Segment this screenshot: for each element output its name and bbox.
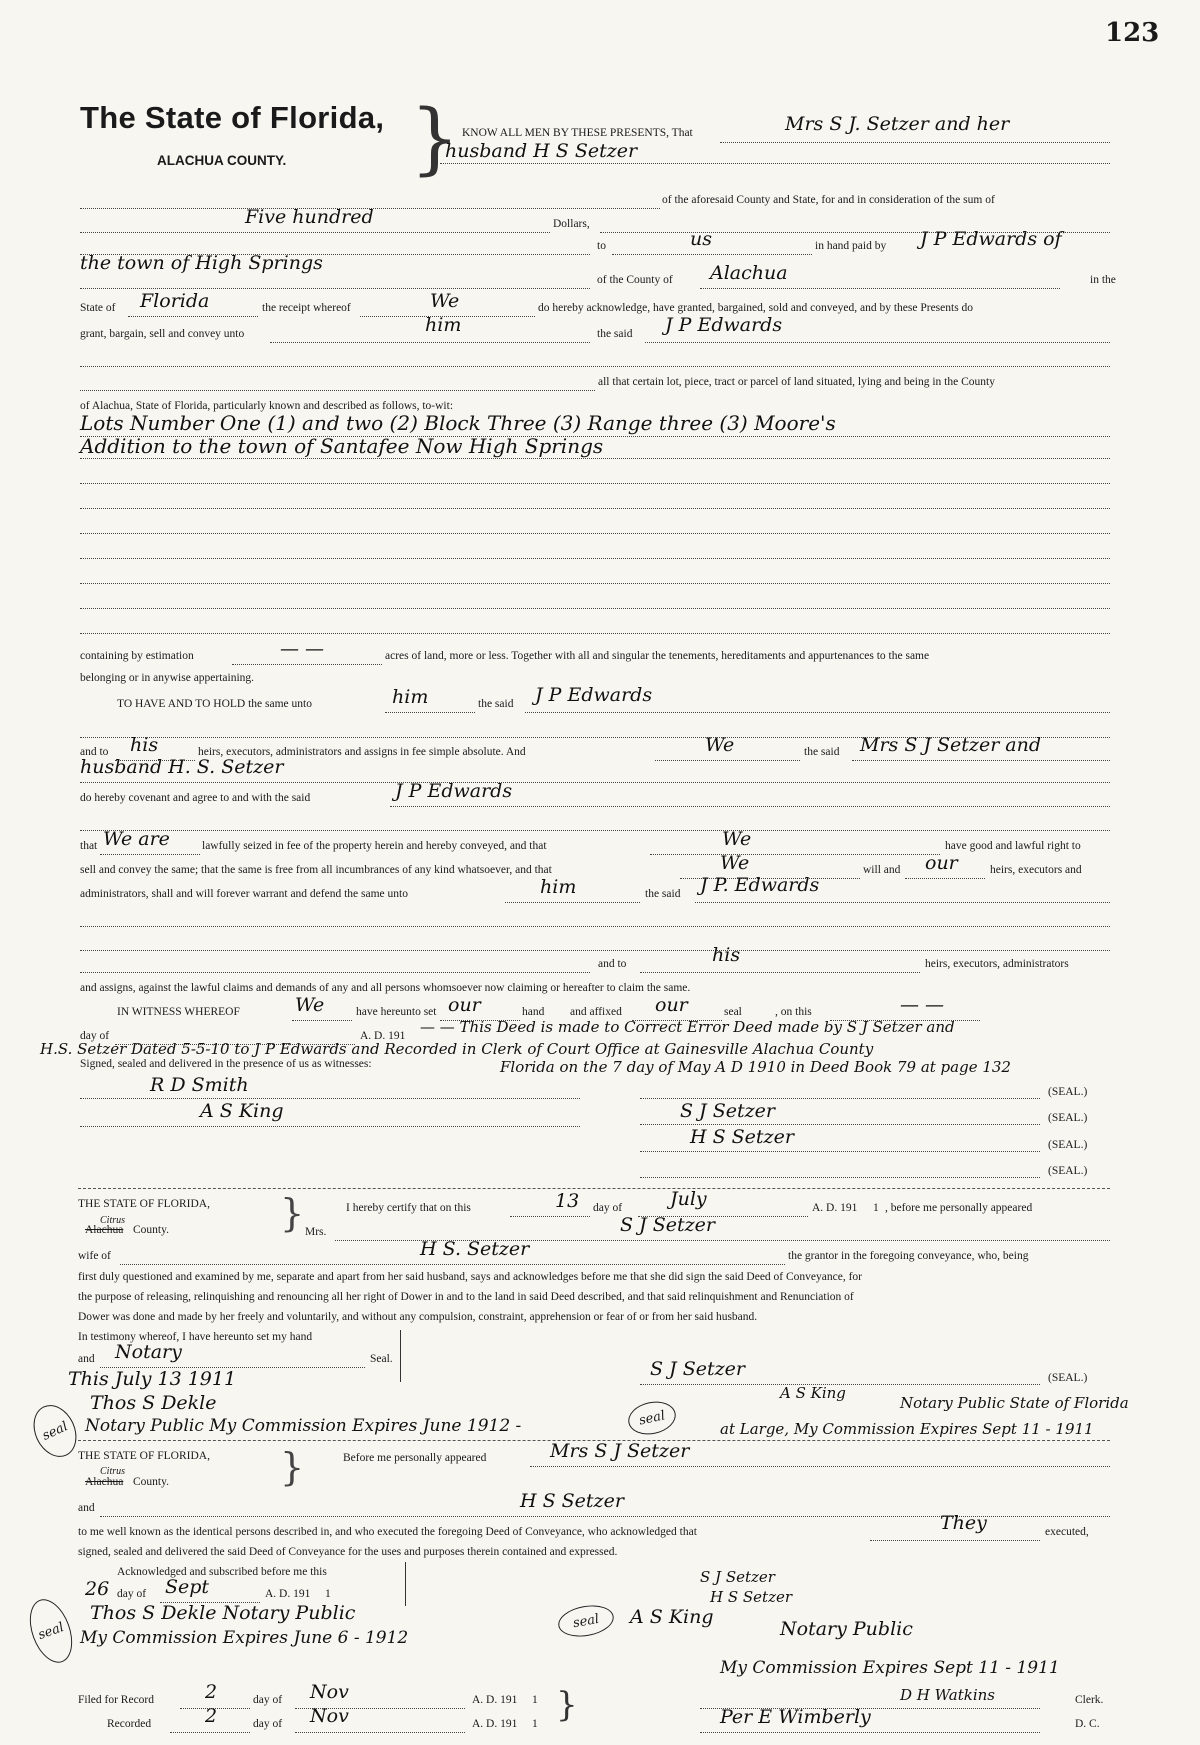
ack1-ad: A. D. 191: [812, 1202, 858, 1214]
seized-text: lawfully seized in fee of the property herein and hereby conveyed, and that: [202, 840, 547, 852]
ack1-wife-value: H S. Setzer: [420, 1238, 530, 1260]
rule: [292, 1020, 352, 1021]
of-county-label: of the County of: [597, 274, 673, 286]
sum-value: Five hundred: [245, 206, 374, 228]
covenant-text: do hereby covenant and agree to and with the said: [80, 792, 311, 804]
rule: [80, 926, 1110, 927]
ack2-signer-1: S J Setzer: [700, 1568, 775, 1586]
correction-line3: Florida on the 7 day of May A D 1910 in Deed Book 79 at page 132: [500, 1058, 1011, 1076]
correction-line1: — — This Deed is made to Correct Error Deed made by S J Setzer and: [420, 1018, 955, 1036]
signed-text: Signed, sealed and delivered in the presence of us as witnesses:: [80, 1058, 372, 1070]
ack2-brace: }: [280, 1445, 305, 1489]
ack2-day-of: day of: [117, 1588, 147, 1600]
signer-1: S J Setzer: [680, 1100, 775, 1122]
ack1-ad-value: 1: [873, 1202, 879, 1214]
rule: [870, 1540, 1040, 1541]
grant-value: him: [425, 314, 462, 336]
ack1-and: and: [78, 1353, 95, 1365]
containing-label: containing by estimation: [80, 650, 194, 662]
clerk-name: D H Watkins: [900, 1686, 995, 1704]
ack1-notary2-name: A S King: [780, 1384, 846, 1402]
on-this-label: , on this: [775, 1006, 812, 1018]
rule: [295, 1732, 465, 1733]
rule: [80, 583, 1110, 584]
good-right-text: have good and lawful right to: [945, 840, 1081, 852]
ack2-acknowledged: Acknowledged and subscribed before me this: [117, 1566, 327, 1578]
assigns-text: and assigns, against the lawful claims and demands of any and all persons whomsoever now claiming or hereafter to claim the same.: [80, 982, 691, 994]
ack2-seal-stamp-2: seal: [556, 1601, 616, 1640]
heirs-exec-text: heirs, executors and: [990, 864, 1082, 876]
rule: [905, 878, 985, 879]
witness-label: IN WITNESS WHEREOF: [117, 1006, 240, 1018]
rule: [650, 854, 940, 855]
to-have-label: TO HAVE AND TO HOLD the same unto: [117, 698, 312, 710]
sell-value: We: [720, 852, 750, 874]
and-to-label: and to: [80, 746, 109, 758]
filing-brace: }: [556, 1685, 578, 1725]
filed-day: 2: [205, 1681, 218, 1703]
signer-2: H S Setzer: [690, 1126, 794, 1148]
ack1-before-me: , before me personally appeared: [885, 1202, 1033, 1214]
belonging-text: belonging or in anywise appertaining.: [80, 672, 255, 684]
admin-value: him: [540, 876, 577, 898]
rule: [80, 232, 550, 233]
ack1-notary-commission: Notary Public My Commission Expires June 1912 -: [85, 1416, 522, 1436]
containing-value: — —: [280, 638, 325, 660]
rule: [80, 1126, 580, 1127]
acres-text: acres of land, more or less. Together with all and singular the tenements, hereditaments and appurtenances to the same: [385, 650, 930, 662]
filed-label: Filed for Record: [78, 1694, 155, 1706]
grantors-line: [720, 142, 1110, 143]
rule: [80, 483, 1110, 484]
rule: [80, 782, 1110, 783]
of-alachua-text: of Alachua, State of Florida, particularly known and described as follows, to-wit:: [80, 400, 454, 412]
ack2-executed: executed,: [1045, 1526, 1089, 1538]
page-number: 123: [1105, 18, 1160, 48]
the-said-value: J P Edwards: [665, 314, 783, 336]
ack2-bracket: [405, 1562, 408, 1606]
aforesaid-text: of the aforesaid County and State, for and in consideration of the sum of: [662, 194, 995, 206]
rule: [80, 633, 1110, 634]
heirs-text: heirs, executors, administrators and assigns in fee simple absolute. And: [198, 746, 526, 758]
rule: [612, 254, 812, 255]
ack2-county-struck: Alachua: [85, 1476, 124, 1488]
filed-ad-value: 1: [532, 1694, 538, 1706]
grantee-2: the town of High Springs: [80, 252, 323, 274]
rule: [100, 854, 200, 855]
grant-label: grant, bargain, sell and convey unto: [80, 328, 245, 340]
rule: [232, 664, 382, 665]
seized-value: We: [722, 828, 752, 850]
correction-line2: H.S. Setzer Dated 5-5-10 to J P Edwards and Recorded in Clerk of Court Office at Gainesville Alachua County: [40, 1040, 874, 1058]
ack1-wife-of: wife of: [78, 1250, 111, 1262]
header-brace: }: [410, 94, 460, 184]
rec-day: 2: [205, 1705, 218, 1727]
filed-ad: A. D. 191: [472, 1694, 518, 1706]
hands-label: hand: [522, 1006, 545, 1018]
ack1-grantor: the grantor in the foregoing conveyance, who, being: [788, 1250, 1029, 1262]
ad-191-label: A. D. 191: [360, 1030, 406, 1042]
ack1-county-struck: Alachua: [85, 1224, 124, 1236]
will-value: our: [925, 852, 958, 874]
description-line2: Addition to the town of Santafee Now High Springs: [80, 434, 604, 458]
ack2-and: and: [78, 1502, 95, 1514]
affixed-label: and affixed: [570, 1006, 622, 1018]
ack1-seal-label: (SEAL.): [1048, 1372, 1088, 1384]
affixed-value: our: [655, 994, 688, 1016]
ack2-before-value: Mrs S J Setzer: [550, 1440, 690, 1462]
receipt-value: We: [430, 290, 460, 312]
rec-ad: A. D. 191: [472, 1718, 518, 1730]
rule: [80, 390, 595, 391]
to-have-value: him: [392, 686, 429, 708]
know-all-text: KNOW ALL MEN BY THESE PRESENTS, That: [462, 127, 693, 139]
rule: [640, 1124, 1040, 1125]
ack2-county-label: County.: [133, 1476, 169, 1488]
in-the-label: in the: [1090, 274, 1116, 286]
rule: [80, 1098, 580, 1099]
ack2-notary-2: My Commission Expires June 6 - 1912: [80, 1628, 409, 1648]
ack1-seal-stamp-2: seal: [625, 1397, 679, 1438]
rule: [640, 1177, 1040, 1178]
ack1-county-written: Citrus: [100, 1215, 126, 1226]
rule: [510, 1216, 590, 1217]
dc-name: Per E Wimberly: [720, 1706, 871, 1728]
that-label: that: [80, 840, 98, 852]
rule: [385, 712, 475, 713]
rule: [80, 508, 1110, 509]
ack2-text2: signed, sealed and delivered the said Deed of Conveyance for the uses and purposes therein contained and expressed.: [78, 1546, 618, 1558]
description-line1: Lots Number One (1) and two (2) Block Three (3) Range three (3) Moore's: [80, 411, 836, 435]
ack1-day: 13: [555, 1190, 580, 1212]
receipt-label: the receipt whereof: [262, 302, 351, 314]
all-that-text: all that certain lot, piece, tract or parcel of land situated, lying and being in the County: [598, 376, 995, 388]
ack2-and-value: H S Setzer: [520, 1490, 624, 1512]
rule: [390, 806, 1110, 807]
seal-label-3: (SEAL.): [1048, 1139, 1088, 1151]
rule: [640, 1151, 1040, 1152]
witness-value: We: [295, 994, 325, 1016]
covenant-value: J P Edwards: [395, 780, 513, 802]
rule: [640, 972, 920, 973]
grantors-line2: husband H S Setzer: [445, 140, 638, 162]
the-said-3-value2: husband H. S. Setzer: [80, 756, 284, 778]
rule: [80, 972, 590, 973]
that-value: We are: [103, 828, 170, 850]
rule: [640, 1098, 1040, 1099]
the-said-3-label: the said: [804, 746, 840, 758]
ack1-county-label: County.: [133, 1224, 169, 1236]
ack2-before-me: Before me personally appeared: [343, 1452, 487, 1464]
ack1-notary2-commission: at Large, My Commission Expires Sept 11 - 1911: [720, 1420, 1094, 1438]
the-said-4-label: the said: [645, 888, 681, 900]
ack1-seal: Seal.: [370, 1353, 393, 1365]
ack2-notary-4: Notary Public: [780, 1618, 913, 1640]
rule: [700, 288, 1060, 289]
witness-1: R D Smith: [150, 1074, 249, 1096]
ack2-notary-3: A S King: [630, 1606, 714, 1628]
county-value: Alachua: [710, 262, 788, 284]
to-value: us: [690, 228, 712, 250]
ack2-month: Sept: [165, 1576, 210, 1598]
sell-convey-text: sell and convey the same; that the same is free from all incumbrances of any kind whatsoever, and that: [80, 864, 552, 876]
will-and-label: will and: [863, 864, 901, 876]
ack2-notary-5: My Commission Expires Sept 11 - 1911: [720, 1658, 1060, 1678]
rec-month: Nov: [310, 1705, 349, 1727]
ack1-testimony: In testimony whereof, I have hereunto set my hand: [78, 1331, 313, 1343]
the-said-label: the said: [597, 328, 633, 340]
seal-label-2: (SEAL.): [1048, 1112, 1088, 1124]
ack2-text1: to me well known as the identical persons described in, and who executed the foregoing Deed of Conveyance, who acknowledged that: [78, 1526, 697, 1538]
ack1-signer: S J Setzer: [650, 1358, 745, 1380]
ack1-notary-name: Thos S Dekle: [90, 1392, 217, 1414]
ack1-bracket: [400, 1330, 403, 1382]
rule: [655, 760, 800, 761]
rule: [80, 288, 590, 289]
ack2-ad-value: 1: [325, 1588, 331, 1600]
rule: [128, 316, 258, 317]
rule: [270, 342, 590, 343]
ack2-day: 26: [85, 1578, 110, 1600]
rec-ad-value: 1: [532, 1718, 538, 1730]
filed-day-of: day of: [253, 1694, 283, 1706]
administrators-text: administrators, shall and will forever warrant and defend the same unto: [80, 888, 408, 900]
clerk-label: Clerk.: [1075, 1694, 1104, 1706]
state-title: The State of Florida,: [80, 100, 385, 135]
rule: [695, 902, 1110, 903]
section-separator: [78, 1188, 1110, 1189]
rule: [80, 366, 1110, 367]
ack1-notary2-title: Notary Public State of Florida: [900, 1394, 1129, 1412]
and-to-2-label: and to: [598, 958, 627, 970]
ack2-text1-value: They: [940, 1512, 987, 1534]
seals-label: seal: [724, 1006, 742, 1018]
seal-label-4: (SEAL.): [1048, 1165, 1088, 1177]
hereunto-label: have hereunto set: [356, 1006, 437, 1018]
seal-label-1: (SEAL.): [1048, 1086, 1088, 1098]
rec-day-of: day of: [253, 1718, 283, 1730]
ack1-date-written: This July 13 1911: [68, 1368, 237, 1390]
ack1-mrs-value: S J Setzer: [620, 1214, 715, 1236]
ack2-notary-1: Thos S Dekle Notary Public: [90, 1602, 356, 1624]
rule: [80, 558, 1110, 559]
the-said-3-value: Mrs S J Setzer and: [860, 734, 1042, 756]
state-value: Florida: [140, 290, 210, 312]
grantors-line1: Mrs S J. Setzer and her: [785, 113, 1010, 135]
state-of-label: State of: [80, 302, 116, 314]
rule: [525, 712, 1110, 713]
ack2-signer-2: H S Setzer: [710, 1588, 793, 1606]
heirs-value: We: [705, 734, 735, 756]
dollars-label: Dollars,: [553, 218, 590, 230]
rule: [505, 902, 640, 903]
day-of-label: day of: [80, 1030, 110, 1042]
and-to-2-value: his: [712, 944, 741, 966]
grantee-1: J P Edwards of: [920, 228, 1062, 250]
ack2-county-written: Citrus: [100, 1466, 126, 1477]
the-said-2-label: the said: [478, 698, 514, 710]
rule: [530, 1466, 1110, 1467]
rule: [80, 608, 1110, 609]
witness-2: A S King: [200, 1100, 284, 1122]
on-this-value: — —: [900, 994, 945, 1016]
rule: [80, 950, 1110, 951]
and-to-value: his: [130, 734, 159, 756]
ack2-ad: A. D. 191: [265, 1588, 311, 1600]
rule: [170, 1732, 250, 1733]
hereunto-value: our: [448, 994, 481, 1016]
rule: [80, 533, 1110, 534]
ack1-brace: }: [280, 1191, 305, 1235]
rule: [120, 1264, 785, 1265]
rule: [80, 830, 1110, 831]
rule: [700, 1732, 1040, 1733]
ack2-state: THE STATE OF FLORIDA,: [78, 1450, 210, 1462]
ack1-text1: first duly questioned and examined by me, separate and apart from her said husband, says and acknowledges before me that she did sign the said Deed of Conveyance, for: [78, 1271, 862, 1283]
recorded-label: Recorded: [107, 1718, 152, 1730]
the-said-4-value: J P. Edwards: [700, 874, 820, 896]
the-said-2-value: J P Edwards: [535, 684, 653, 706]
rule: [852, 760, 1110, 761]
grantors-line2-rule: [440, 163, 1110, 164]
acknowledge-text: do hereby acknowledge, have granted, bargained, sold and conveyed, and by these Presents do: [538, 302, 974, 314]
ack1-text2: the purpose of releasing, relinquishing and renouncing all her right of Dower in and to the land in said Deed described, and that said relinquishment and Renunciation of: [78, 1291, 854, 1303]
ack1-day-of: day of: [593, 1202, 623, 1214]
county-heading: ALACHUA COUNTY.: [157, 153, 287, 168]
ack1-state: THE STATE OF FLORIDA,: [78, 1198, 210, 1210]
filed-month: Nov: [310, 1681, 349, 1703]
to-label: to: [597, 240, 606, 252]
heirs-admin-text: heirs, executors, administrators: [925, 958, 1069, 970]
rule: [80, 458, 1110, 459]
ack1-text3: Dower was done and made by her freely and voluntarily, and without any compulsion, constraint, apprehension or fear of or from her said husband.: [78, 1311, 758, 1323]
rule: [645, 342, 1110, 343]
ack1-and-value: Notary: [115, 1341, 182, 1363]
ack1-mrs: Mrs.: [305, 1226, 327, 1238]
ack1-month: July: [670, 1188, 707, 1210]
ack1-certify: I hereby certify that on this: [346, 1202, 471, 1214]
ack1-seal-stamp: seal: [25, 1398, 84, 1464]
ack2-seal-stamp: seal: [22, 1593, 80, 1668]
dc-label: D. C.: [1075, 1718, 1100, 1730]
paid-by-label: in hand paid by: [815, 240, 887, 252]
